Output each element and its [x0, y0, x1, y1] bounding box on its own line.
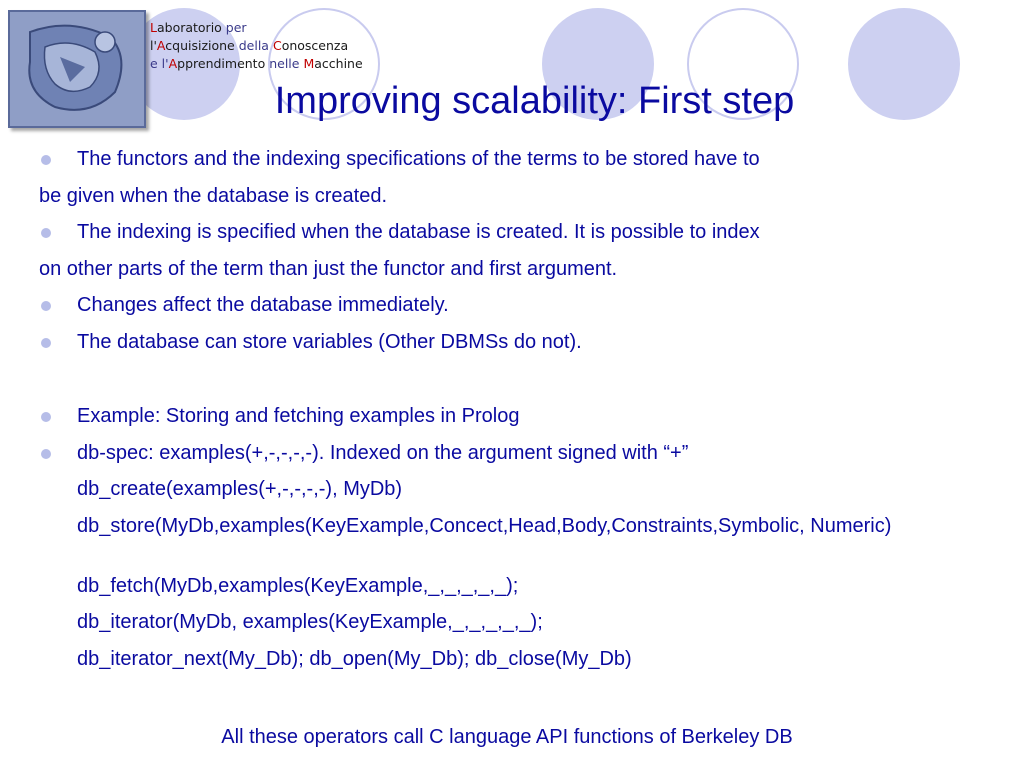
lab-name-segment: A	[156, 38, 166, 53]
bullet-dot-icon	[41, 412, 51, 422]
line-text: The functors and the indexing specifications of the terms to be stored have to	[77, 148, 760, 170]
line-text: The indexing is specified when the database is created. It is possible to index	[77, 221, 760, 243]
bullet-item	[39, 324, 1019, 361]
line-text: on other parts of the term than just the functor and first argument.	[39, 257, 618, 280]
lab-name-segment: acchine	[314, 56, 363, 71]
lab-name-segment: aboratorio	[156, 20, 226, 35]
lab-name-segment: l'	[150, 38, 157, 53]
bullet-item	[39, 214, 1019, 251]
bullet-continuation	[39, 251, 1019, 288]
lab-name-segment: C	[272, 38, 282, 53]
line-text: db-spec: examples(+,-,-,-,-). Indexed on the argument signed with “+”	[77, 441, 689, 464]
line-text: db_iterator(MyDb, examples(KeyExample,_,_,_,_,_);	[77, 611, 543, 633]
line-text: db_store(MyDb,examples(KeyExample,Concect,Head,Body,Constraints,Symbolic, Numeric)	[77, 514, 892, 537]
bullet-dot-icon	[41, 338, 51, 348]
bullet-dot-icon	[41, 449, 51, 459]
lab-name-line	[150, 19, 363, 37]
lab-name-segment: e l'	[150, 56, 169, 71]
lab-name-segment: M	[303, 56, 315, 71]
lab-name-segment: pprendimento	[177, 56, 270, 71]
code-line	[39, 604, 1019, 641]
lab-name-segment: onoscenza	[281, 38, 349, 53]
code-line	[39, 641, 1019, 678]
lab-name-segment: per	[225, 20, 247, 35]
line-text: db_fetch(MyDb,examples(KeyExample,_,_,_,_,_);	[77, 574, 519, 597]
bullet-dot-icon	[41, 228, 51, 238]
slide-footer: All these operators call C language API functions of Berkeley DB	[221, 726, 793, 748]
bullet-item	[39, 287, 1019, 324]
blank-line	[39, 360, 1019, 398]
slide-title: Improving scalability: First step	[274, 80, 795, 122]
lab-name-segment: della	[238, 38, 273, 53]
line-text: db_create(examples(+,-,-,-,-), MyDb)	[77, 478, 403, 500]
bullet-dot-icon	[41, 301, 51, 311]
code-line	[39, 471, 1019, 508]
slide-body	[39, 141, 1019, 677]
lab-name	[150, 19, 363, 73]
code-line	[39, 568, 1019, 605]
lab-name-segment: nelle	[269, 56, 304, 71]
lab-name-line	[150, 55, 363, 73]
lab-name-segment: cquisizione	[165, 38, 239, 53]
bullet-item	[39, 435, 1019, 472]
line-text: db_iterator_next(My_Db); db_open(My_Db); db_close(My_Db)	[77, 647, 632, 670]
code-line	[39, 508, 1019, 568]
bullet-continuation	[39, 178, 1019, 215]
bullet-item	[39, 398, 1019, 435]
bullet-item	[39, 141, 1019, 178]
lab-name-segment: A	[168, 56, 178, 71]
line-text: Example: Storing and fetching examples in Prolog	[77, 405, 520, 427]
line-text: The database can store variables (Other DBMSs do not).	[77, 330, 582, 353]
lab-name-segment: L	[150, 20, 157, 35]
lab-name-line	[150, 37, 363, 55]
line-text: Changes affect the database immediately.	[77, 294, 449, 316]
bullet-dot-icon	[41, 155, 51, 165]
line-text: be given when the database is created.	[39, 184, 388, 207]
